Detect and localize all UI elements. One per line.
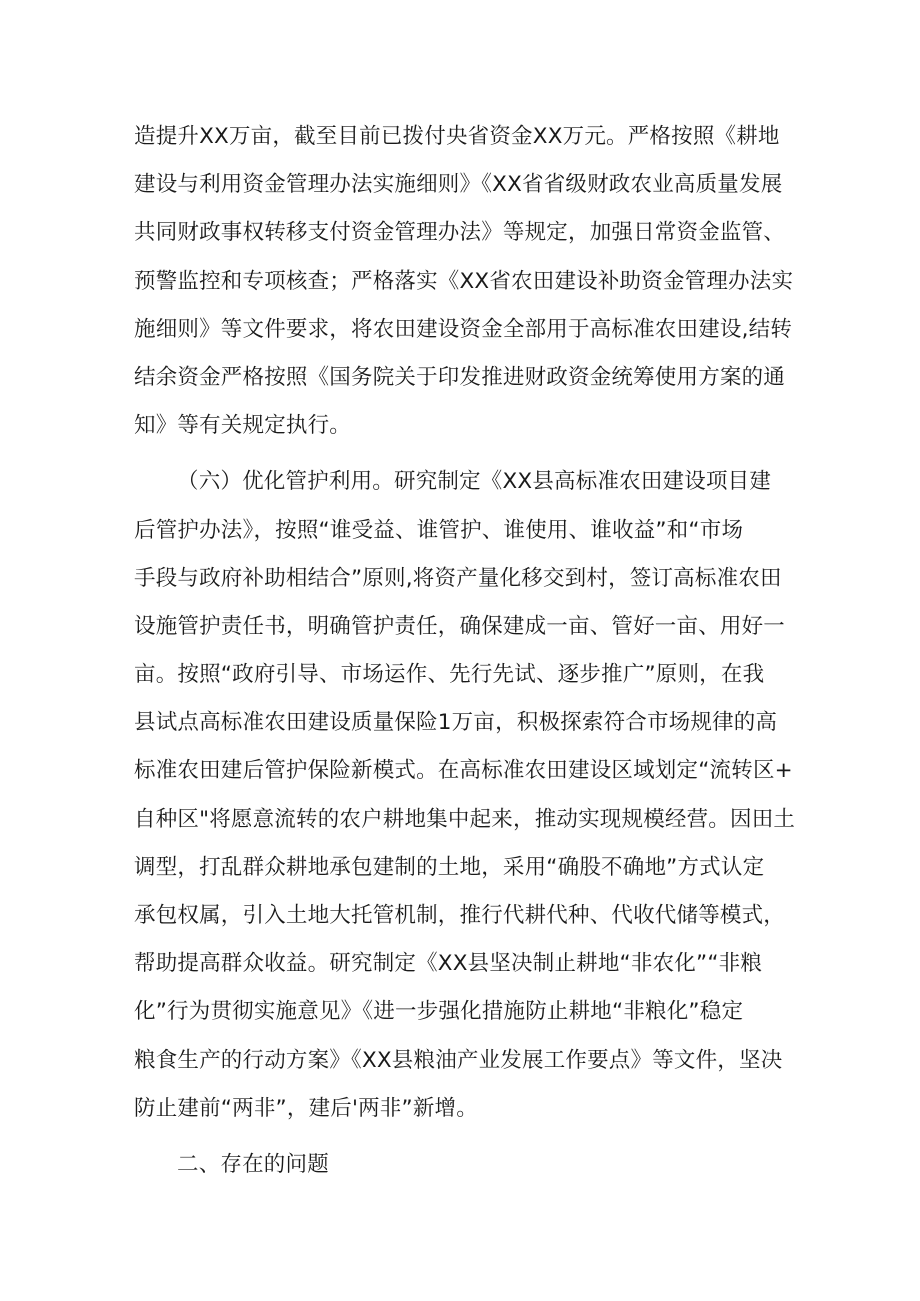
document-body: [134, 113, 794, 1189]
text-line: 施细则》等文件要求，将农田建设资金全部用于高标准农田建设,结转: [134, 316, 793, 342]
text-line: 调型，打乱群众耕地承包建制的土地，采用“确股不确地”方式认定: [134, 854, 765, 880]
text-line: （六）优化管护利用。研究制定《XX县高标准农田建设项目建: [177, 469, 772, 495]
text-line: 亩。按照“政府引导、市场运作、先行先试、逐步推广”原则，在我: [134, 662, 765, 688]
text-line: 县试点高标准农田建设质量保险1万亩，积极探索符合市场规律的高: [134, 710, 778, 736]
text-line: 建设与利用资金管理办法实施细则》《XX省省级财政农业高质量发展: [134, 172, 783, 198]
text-line: 知》等有关规定执行。: [134, 413, 352, 439]
text-line: 结余资金严格按照《国务院关于印发推进财政资金统筹使用方案的通: [134, 364, 786, 390]
text-line: 造提升XX万亩，截至目前已拨付央省资金XX万元。严格按照《耕地: [134, 124, 780, 149]
text-line: 设施管护责任书，明确管护责任，确保建成一亩、管好一亩、用好一: [134, 613, 786, 639]
text-line: 后管护办法》，按照“谁受益、谁管护、谁使用、谁收益”和“市场: [134, 517, 744, 543]
text-line: 化”行为贯彻实施意见》《进一步强化措施防止耕地“非粮化”稳定: [134, 999, 744, 1025]
paragraph-fund-management: [134, 113, 794, 450]
text-line: 防止建前“两非”，建后'两非”新增。: [134, 1095, 478, 1121]
text-line: 承包权属，引入土地大托管机制，推行代耕代种、代收代储等模式，: [134, 903, 786, 928]
text-line: 粮食生产的行动方案》《XX县粮油产业发展工作要点》等文件，坚决: [134, 1047, 783, 1073]
paragraph-gap: [134, 450, 794, 458]
text-line: 帮助提高群众收益。研究制定《XX县坚决制止耕地“非农化”“非粮: [134, 951, 763, 977]
text-line: 标准农田建后管护保险新模式。在高标准农田建设区域划定“流转区+: [134, 758, 793, 784]
text-line: 手段与政府补助相结合”原则,将资产量化移交到村，签订高标准农田: [134, 565, 782, 591]
section-heading: 二、存在的问题: [177, 1151, 329, 1177]
paragraph-management-utilization: [134, 458, 794, 1133]
text-line: 共同财政事权转移支付资金管理办法》等规定，加强日常资金监管、: [134, 220, 786, 246]
text-line: 预警监控和专项核查；严格落实《XX省农田建设补助资金管理办法实: [134, 268, 794, 294]
text-line: 自种区"将愿意流转的农户耕地集中起来，推动实现规模经营。因田土: [134, 806, 796, 832]
